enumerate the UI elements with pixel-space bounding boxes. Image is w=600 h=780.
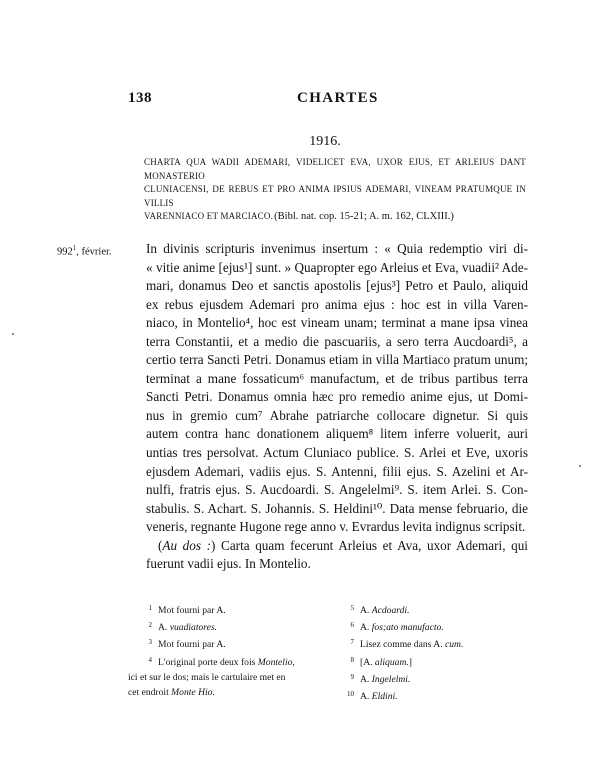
footnote-continuation	[128, 670, 326, 685]
text-line: In divinis scripturis invenimus insertum : « Quia redemptio viri di-	[146, 241, 528, 256]
charter-number: 1916.	[309, 134, 341, 149]
text-line: terminat a mane fossaticum⁶ manufactum, et de tribus partibus terra	[146, 370, 528, 386]
text-line: Sancti Petri. Donamus omnia hæc pro remedio anime ejus, ut Domi-	[146, 389, 528, 405]
footnote-number: 7	[350, 638, 354, 647]
text-line: autem contra hanc donationem aliquem⁸ litem inferre voluerit, auri	[146, 426, 528, 442]
footnote-text: Mot fourni par A.	[158, 639, 226, 651]
text-line: untias tres persolvat. Actum Cluniaco publice. S. Arlei et Eve, uxoris	[146, 445, 528, 461]
charter-text	[146, 240, 528, 574]
footnote-text: L'original porte deux fois	[158, 656, 258, 668]
footnote	[136, 635, 326, 652]
footnote-text: A.	[360, 691, 372, 703]
summary-line: CHARTA QUA WADII ADEMARI, VIDELICET EVA, UXOR EJUS, ET ARLEIUS DANT MONASTERIO	[144, 157, 526, 181]
footnote-italic: aliquam.	[374, 656, 409, 668]
footnote-italic: Eldini.	[371, 691, 398, 703]
footnote-number: 4	[148, 655, 152, 664]
footnote-continuation	[128, 685, 326, 700]
footnote	[338, 618, 528, 635]
footnotes-left	[128, 601, 326, 700]
footnotes-right	[338, 601, 528, 704]
text-line: nus in gremio cum⁷ Abrahe patriarche collocare dignetur. Si quis	[146, 407, 528, 423]
footnote-number: 3	[148, 638, 152, 647]
footnote-text: ici et sur le dos; mais le cartulaire met en	[128, 671, 286, 683]
footnote-text: A.	[158, 622, 170, 634]
text-line: terra Constantii, et a medio die pascuariis, a sero terra Aucdoardi⁵, a	[146, 333, 528, 349]
footnote	[136, 601, 326, 618]
footnote-text: Mot fourni par A.	[158, 605, 226, 616]
footnote-text: ]	[408, 656, 412, 668]
page-number: 138	[128, 90, 152, 106]
footnote-text: A.	[360, 622, 372, 634]
footnote-italic: cum.	[445, 639, 464, 651]
text-line: « vitie anime [ejus¹] sunt. » Quapropter ego Arleius et Eva, vuadii² Ade-	[146, 259, 528, 275]
text-line: stabulis. S. Achart. S. Johannis. S. Heldini¹⁰. Data mense februario, die	[146, 500, 528, 516]
footnote-text: cet endroit	[128, 687, 172, 699]
text-line: certio terra Sancti Petri. Donamus etiam in villa Martiaco pratum unum;	[146, 352, 528, 368]
margin-date-year: 992	[57, 246, 73, 258]
text-line: ejusdem Ademari, vadiis ejus. S. Antenni, filii ejus. S. Azelini et Ar-	[146, 463, 528, 479]
margin-date-month: , février.	[76, 246, 112, 258]
dorsal-label: Au dos :	[162, 537, 212, 553]
footnote	[338, 687, 528, 704]
text-line: niaco, in Montelio⁴, hoc est vineam unam; terminat a mane ipsa vinea	[146, 315, 528, 331]
text-line: nulfi, fratris ejus. S. Aucdoardi. S. Angelelmi⁹. S. item Arlei. S. Con-	[146, 482, 528, 498]
scan-speck	[12, 333, 14, 335]
footnote-number: 2	[148, 621, 152, 630]
footnote-number: 9	[350, 672, 354, 681]
summary-line: CLUNIACENSI, DE REBUS ET PRO ANIMA IPSIUS ADEMARI, VINEAM PRATUMQUE IN VILLIS	[144, 184, 526, 208]
running-title: CHARTES	[297, 90, 379, 106]
text-line: veneris, regnante Hugone rege anno v. Evrardus levita indignus scripsit.	[146, 519, 526, 535]
footnote-number: 10	[347, 690, 354, 699]
footnote	[338, 635, 528, 652]
footnote	[136, 653, 326, 670]
footnote-number: 5	[350, 604, 354, 612]
footnote-italic: Montelio,	[257, 656, 295, 668]
footnote	[338, 653, 528, 670]
footnote-text: [A.	[360, 656, 375, 668]
dorsal-line: (Au dos :) Carta quam fecerunt Arleius et Ava, uxor Ademari, qui	[158, 537, 528, 553]
text-line: mari, donamus Deo et sanctis apostolis [ejus³] Petro et Paulo, aliquid	[146, 278, 528, 294]
footnote-italic: vuadiatores.	[169, 622, 218, 634]
dorsal-line: fuerunt vadii ejus. In Montelio.	[146, 556, 311, 572]
footnote-italic: Acdoardi.	[371, 605, 410, 616]
footnote	[338, 670, 528, 687]
margin-date	[57, 244, 112, 258]
scan-speck	[579, 465, 581, 467]
summary-line: VARENNIACO ET MARCIACO.	[144, 211, 274, 221]
footnote	[338, 601, 528, 618]
footnote	[136, 618, 326, 635]
text-line: ex rebus ejusdem Ademari pro anima ejus : hoc est in villa Varen-	[146, 296, 528, 312]
footnote-text: A.	[360, 673, 372, 685]
footnote-italic: Monte Hio.	[171, 687, 215, 699]
footnote-number: 8	[350, 655, 354, 664]
source-reference: (Bibl. nat. cop. 15-21; A. m. 162, CLXIII.)	[274, 211, 454, 222]
footnote-italic: fos;ato manufacto.	[371, 622, 444, 634]
footnote-number: 1	[148, 604, 152, 612]
footnote-number: 6	[350, 621, 354, 630]
dorsal-text: Carta quam fecerunt Arleius et Ava, uxor Ademari, qui	[221, 537, 528, 553]
footnote-italic: Ingelelmi.	[371, 673, 411, 685]
footnote-text: Lisez comme dans A.	[360, 639, 445, 651]
margin-date-note: 1	[72, 244, 77, 252]
running-head	[0, 90, 600, 112]
footnote-text: A.	[360, 605, 372, 616]
